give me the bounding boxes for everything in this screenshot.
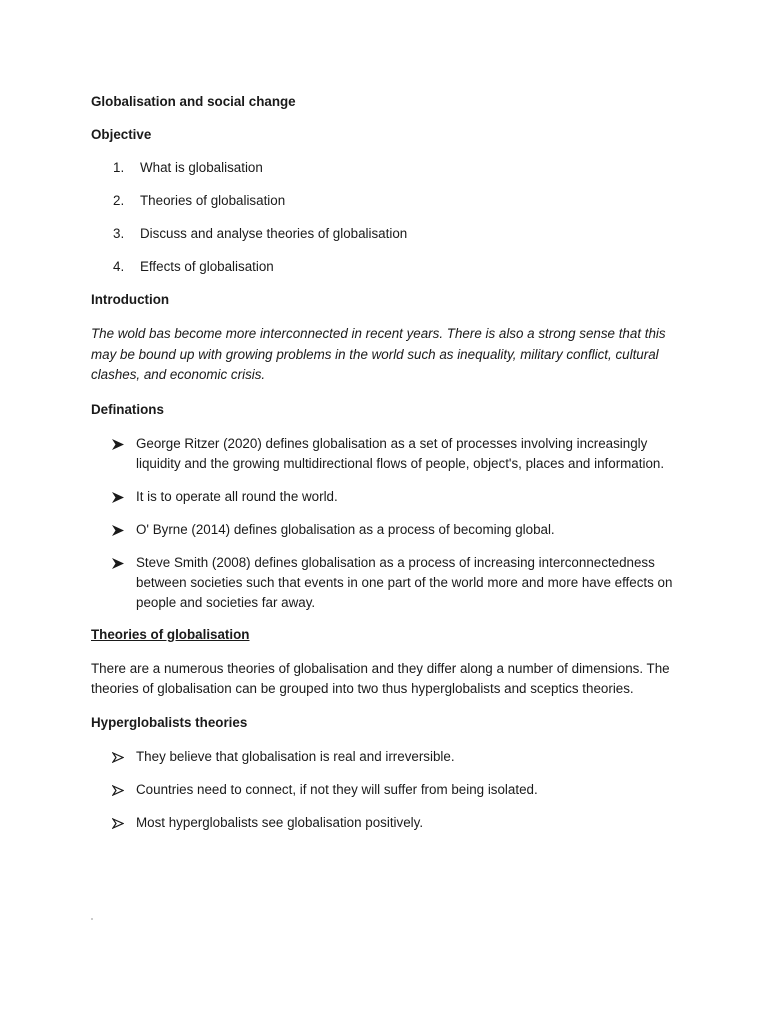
objective-heading: Objective — [91, 127, 152, 142]
arrowhead-bullet-icon — [91, 487, 136, 507]
document-title: Globalisation and social change — [91, 94, 296, 109]
arrowhead-bullet-icon — [91, 553, 136, 613]
list-number: 1. — [113, 160, 125, 175]
list-item — [91, 520, 678, 540]
list-item — [91, 747, 678, 767]
list-item — [91, 225, 678, 243]
objectives-list — [91, 159, 678, 276]
list-item-text: O' Byrne (2014) defines globalisation as a process of becoming global. — [136, 521, 555, 537]
arrow-outline-bullet-icon — [91, 780, 136, 800]
definitions-heading: Definations — [91, 401, 164, 417]
list-item — [91, 780, 678, 800]
page-mark — [91, 918, 93, 920]
list-item — [91, 258, 678, 276]
list-item-text: George Ritzer (2020) defines globalisation as a set of processes involving increasingly liquidity and the growing multidirectional flows of people, object's, places and information. — [136, 435, 665, 471]
list-item — [91, 487, 678, 507]
hyperglobalists-heading: Hyperglobalists theories — [91, 714, 248, 730]
arrowhead-bullet-icon — [91, 434, 136, 474]
list-number: 2. — [113, 193, 125, 208]
list-item-text: Steve Smith (2008) defines globalisation as a process of increasing interconnectedness between societies such that events in one part of the world more and more have effects on people and societies far away. — [136, 554, 673, 610]
arrowhead-bullet-icon — [91, 520, 136, 540]
list-item-text: What is globalisation — [140, 160, 263, 175]
list-item-text: Effects of globalisation — [140, 259, 274, 274]
list-item — [91, 553, 678, 613]
definitions-list — [91, 434, 678, 613]
hyperglobalists-list — [91, 747, 678, 833]
list-number: 3. — [113, 226, 125, 241]
list-item-text: Most hyperglobalists see globalisation positively. — [136, 814, 424, 830]
list-number: 4. — [113, 259, 125, 274]
list-item-text: Countries need to connect, if not they will suffer from being isolated. — [136, 781, 538, 797]
list-item-text: Theories of globalisation — [140, 193, 286, 208]
list-item — [91, 192, 678, 210]
arrow-outline-bullet-icon — [91, 813, 136, 833]
introduction-heading: Introduction — [91, 292, 170, 307]
theories-paragraph: There are a numerous theories of globalisation and they differ along a number of dimensions. The theories of globalisation can be grouped into two thus hyperglobalists and sceptics theories. — [91, 660, 670, 696]
arrow-outline-bullet-icon — [91, 747, 136, 767]
list-item — [91, 813, 678, 833]
list-item-text: It is to operate all round the world. — [136, 488, 338, 504]
list-item-text: Discuss and analyse theories of globalisation — [140, 226, 408, 241]
introduction-paragraph: The wold bas become more interconnected in recent years. There is also a strong sense that this may be bound up with growing problems in the world such as inequality, military conflict, cultural clashes, and economic crisis. — [91, 326, 666, 382]
theories-heading: Theories of globalisation — [91, 626, 250, 642]
list-item — [91, 159, 678, 177]
list-item-text: They believe that globalisation is real and irreversible. — [136, 748, 455, 764]
list-item — [91, 434, 678, 474]
